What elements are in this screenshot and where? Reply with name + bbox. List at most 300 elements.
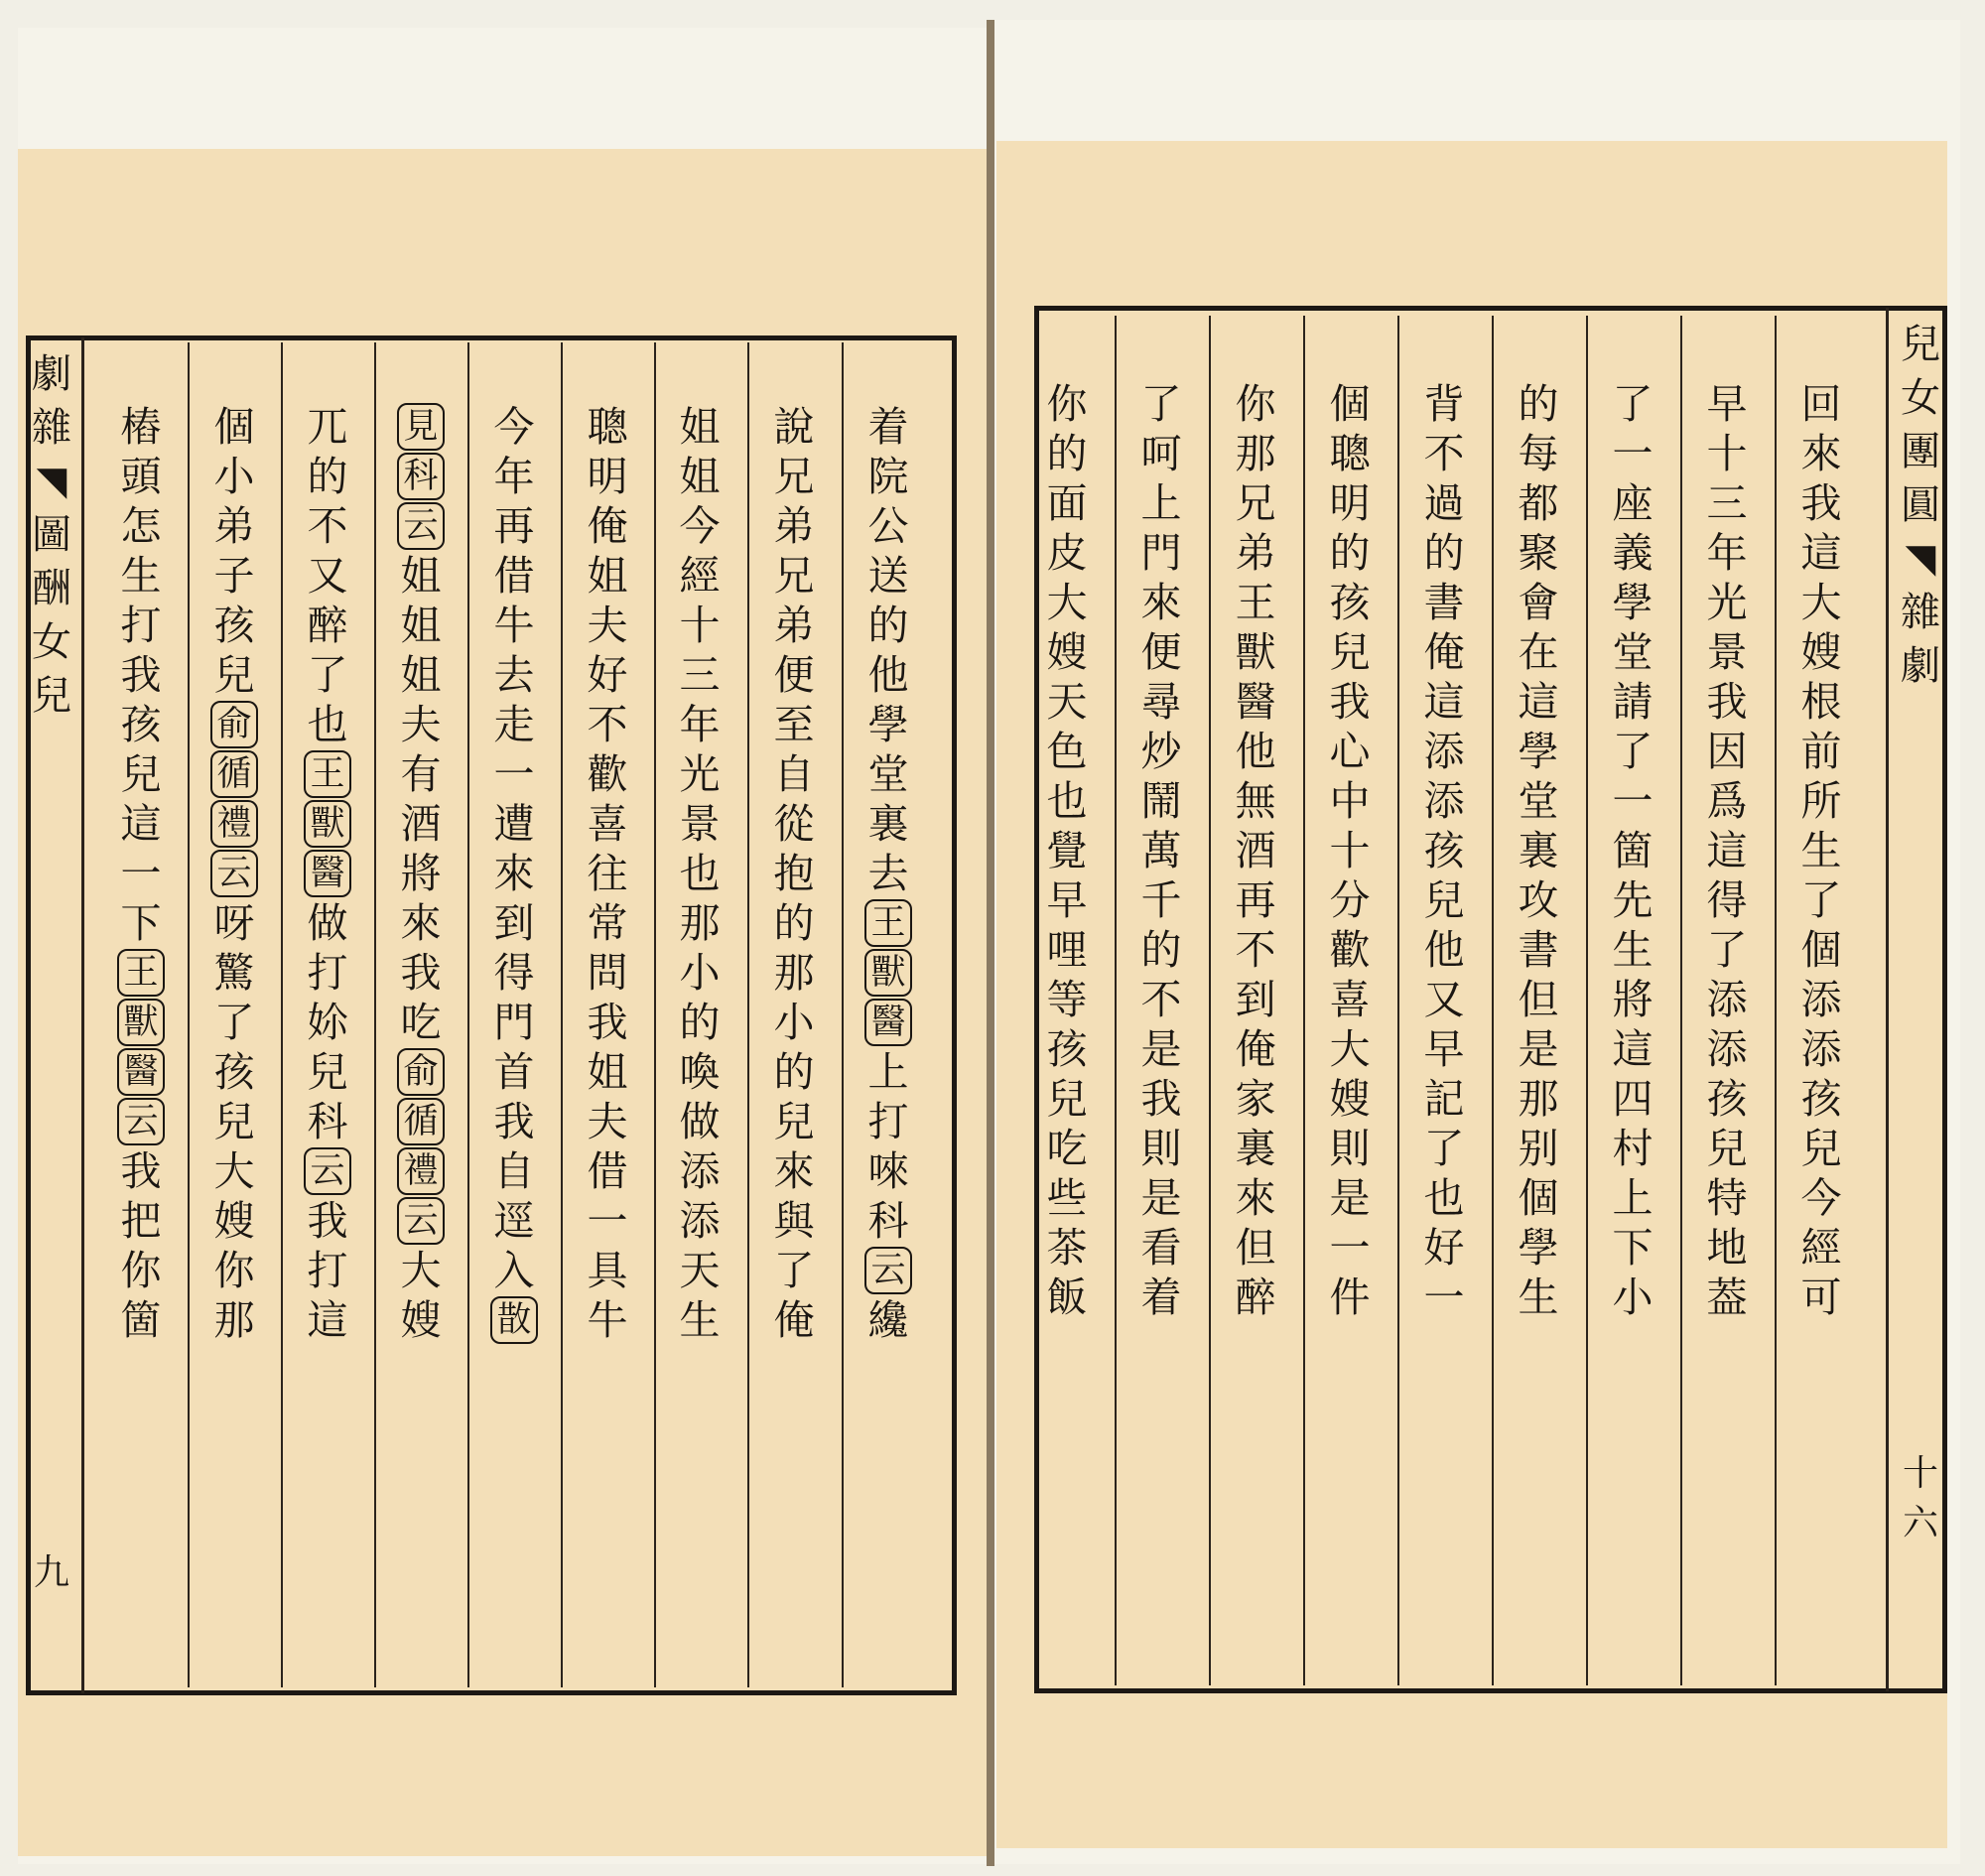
- character: 所: [1800, 777, 1842, 825]
- boxed-character: 俞: [397, 1048, 445, 1096]
- character: 一: [1329, 1224, 1371, 1272]
- character: 着: [1140, 1273, 1182, 1321]
- character: 嫂: [1046, 628, 1088, 676]
- character: 呵: [1140, 430, 1182, 477]
- character: 孩: [1800, 1075, 1842, 1123]
- character: 他: [867, 651, 909, 699]
- character: 但: [1518, 976, 1559, 1023]
- banner-character: 團: [1901, 429, 1940, 474]
- character: 着: [867, 403, 909, 451]
- character: 一: [120, 850, 162, 897]
- character: 來: [773, 1147, 815, 1195]
- left-banner-rule: [81, 337, 84, 1693]
- character: 一: [1612, 777, 1654, 825]
- boxed-character: 見: [397, 403, 445, 451]
- character: 兒: [773, 1098, 815, 1145]
- character: 堂: [1518, 777, 1559, 825]
- column-rule: [281, 342, 283, 1687]
- character: 炒: [1140, 728, 1182, 775]
- character: 兀: [307, 403, 348, 451]
- character: 姐: [587, 1048, 628, 1096]
- character: 生: [1800, 827, 1842, 874]
- character: 早: [1046, 876, 1088, 924]
- character: 三: [679, 651, 721, 699]
- character: 了: [1140, 380, 1182, 428]
- character: 下: [1612, 1224, 1654, 1272]
- text-column: [1697, 379, 1757, 1322]
- character: 得: [1706, 876, 1748, 924]
- character: 一: [1423, 1273, 1465, 1321]
- character: 面: [1046, 479, 1088, 527]
- boxed-character: 醫: [304, 850, 351, 897]
- character: 了: [1612, 728, 1654, 775]
- character: 添: [1800, 1025, 1842, 1073]
- character: 哩: [1046, 926, 1088, 974]
- character: 將: [1612, 976, 1654, 1023]
- column-rule: [1586, 316, 1588, 1685]
- character: 我: [1706, 678, 1748, 726]
- character: 鬧: [1140, 777, 1182, 825]
- character: 會: [1518, 579, 1559, 626]
- text-column: [1791, 379, 1851, 1322]
- character: 俺: [773, 1296, 815, 1344]
- character: 俺: [1423, 628, 1465, 676]
- character: 樁: [120, 403, 162, 451]
- boxed-character: 循: [397, 1098, 445, 1145]
- character: 是: [1140, 1025, 1182, 1073]
- character: 嫂: [213, 1197, 255, 1245]
- character: 我: [1329, 678, 1371, 726]
- character: 今: [679, 502, 721, 550]
- character: 學: [867, 701, 909, 748]
- character: 你: [1046, 380, 1088, 428]
- character: 添: [1706, 976, 1748, 1023]
- character: 借: [587, 1147, 628, 1195]
- text-column: [298, 402, 357, 1345]
- character: 吃: [400, 999, 442, 1046]
- character: 抱: [773, 850, 815, 897]
- character: 酒: [400, 800, 442, 848]
- column-rule: [188, 342, 190, 1687]
- character: 景: [679, 800, 721, 848]
- character: 院: [867, 453, 909, 500]
- character: 也: [1423, 1174, 1465, 1222]
- character: 不: [1140, 976, 1182, 1023]
- character: 十: [1329, 827, 1371, 874]
- character: 上: [1140, 479, 1182, 527]
- character: 的: [1518, 380, 1559, 428]
- character: 尋: [1140, 678, 1182, 726]
- boxed-character: 俞: [210, 701, 258, 748]
- character: 生: [120, 552, 162, 600]
- character: 是: [1518, 1025, 1559, 1073]
- character: 我: [307, 1197, 348, 1245]
- character: 做: [307, 899, 348, 947]
- banner-character: 酬: [32, 566, 71, 611]
- character: 那: [1235, 430, 1276, 477]
- character: 嫂: [400, 1296, 442, 1344]
- character: 往: [587, 850, 628, 897]
- character: 吃: [1046, 1125, 1088, 1172]
- column-rule: [467, 342, 469, 1687]
- character: 飯: [1046, 1273, 1088, 1321]
- character: 打: [120, 602, 162, 649]
- text-column: [1037, 379, 1097, 1322]
- boxed-character: 獸: [117, 999, 165, 1046]
- character: 嫂: [1800, 628, 1842, 676]
- folio-number: 十六: [1902, 1453, 1938, 1543]
- character: 分: [1329, 876, 1371, 924]
- character: 我: [1800, 479, 1842, 527]
- banner-character: 劇: [32, 351, 71, 397]
- character: 回: [1800, 380, 1842, 428]
- character: 年: [1706, 529, 1748, 577]
- character: 逕: [493, 1197, 535, 1245]
- character: 是: [1329, 1174, 1371, 1222]
- character: 覺: [1046, 827, 1088, 874]
- character: 我: [1140, 1075, 1182, 1123]
- character: 景: [1706, 628, 1748, 676]
- character: 大: [400, 1247, 442, 1294]
- character: 這: [120, 800, 162, 848]
- character: 了: [307, 651, 348, 699]
- character: 去: [867, 850, 909, 897]
- character: 不: [1423, 430, 1465, 477]
- character: 那: [213, 1296, 255, 1344]
- character: 經: [679, 552, 721, 600]
- character: 别: [1518, 1125, 1559, 1172]
- character: 茶: [1046, 1224, 1088, 1272]
- banner-character: 兒: [32, 673, 71, 719]
- character: 等: [1046, 976, 1088, 1023]
- column-rule: [374, 342, 376, 1687]
- banner-character: 雜: [32, 405, 71, 451]
- character: 大: [1046, 579, 1088, 626]
- character: 心: [1329, 728, 1371, 775]
- character: 姐: [679, 453, 721, 500]
- character: 每: [1518, 430, 1559, 477]
- character: 的: [773, 899, 815, 947]
- text-column: [578, 402, 637, 1345]
- character: 添: [1706, 1025, 1748, 1073]
- character: 到: [493, 899, 535, 947]
- right-folio: [1891, 1449, 1950, 1548]
- character: 孩: [120, 701, 162, 748]
- character: 牛: [493, 602, 535, 649]
- character: 根: [1800, 678, 1842, 726]
- character: 箇: [1612, 827, 1654, 874]
- character: 俺: [587, 502, 628, 550]
- character: 因: [1706, 728, 1748, 775]
- character: 我: [493, 1098, 535, 1145]
- character: 那: [773, 949, 815, 997]
- character: 喚: [679, 1048, 721, 1096]
- boxed-character: 醫: [117, 1048, 165, 1096]
- character: 頭: [120, 453, 162, 500]
- character: 我: [120, 651, 162, 699]
- column-rule: [1209, 316, 1211, 1685]
- character: 喜: [587, 800, 628, 848]
- character: 姐: [400, 602, 442, 649]
- character: 兒: [213, 1098, 255, 1145]
- character: 牛: [587, 1296, 628, 1344]
- character: 上: [1612, 1174, 1654, 1222]
- character: 堂: [867, 750, 909, 798]
- column-rule: [747, 342, 749, 1687]
- character: 不: [1235, 926, 1276, 974]
- character: 大: [213, 1147, 255, 1195]
- character: 爲: [1706, 777, 1748, 825]
- character: 個: [1518, 1174, 1559, 1222]
- character: 嫂: [1329, 1075, 1371, 1123]
- character: 堂: [1612, 628, 1654, 676]
- character: 子: [213, 552, 255, 600]
- character: 聰: [1329, 430, 1371, 477]
- character: 孩: [1423, 827, 1465, 874]
- character: 弟: [773, 502, 815, 550]
- character: 則: [1140, 1125, 1182, 1172]
- character: 天: [1046, 678, 1088, 726]
- text-column: [1414, 379, 1474, 1322]
- character: 村: [1612, 1125, 1654, 1172]
- boxed-character: 王: [117, 949, 165, 997]
- boxed-character: 云: [210, 850, 258, 897]
- character: 添: [1800, 976, 1842, 1023]
- character: 科: [867, 1197, 909, 1245]
- character: 打: [867, 1098, 909, 1145]
- character: 下: [120, 899, 162, 947]
- character: 來: [493, 850, 535, 897]
- character: 裏: [1518, 827, 1559, 874]
- banner-character: 圓: [1901, 482, 1940, 528]
- character: 這: [1706, 827, 1748, 874]
- character: 無: [1235, 777, 1276, 825]
- character: 小: [1612, 1273, 1654, 1321]
- character: 做: [679, 1098, 721, 1145]
- character: 生: [679, 1296, 721, 1344]
- character: 來: [1140, 579, 1182, 626]
- character: 借: [493, 552, 535, 600]
- character: 這: [307, 1296, 348, 1344]
- character: 也: [1046, 777, 1088, 825]
- character: 添: [679, 1147, 721, 1195]
- character: 了: [213, 999, 255, 1046]
- text-column: [1603, 379, 1662, 1322]
- character: 的: [1329, 529, 1371, 577]
- character: 件: [1329, 1273, 1371, 1321]
- text-column: [111, 402, 171, 1345]
- banner-character: 劇: [1901, 643, 1940, 689]
- column-rule: [1680, 316, 1682, 1685]
- character: 好: [587, 651, 628, 699]
- character: 兒: [307, 1048, 348, 1096]
- character: 醉: [1235, 1273, 1276, 1321]
- character: 皮: [1046, 529, 1088, 577]
- character: 小: [213, 453, 255, 500]
- character: 他: [1235, 728, 1276, 775]
- character: 王: [1235, 579, 1276, 626]
- character: 看: [1140, 1224, 1182, 1272]
- character: 至: [773, 701, 815, 748]
- character: 一: [587, 1197, 628, 1245]
- character: 地: [1706, 1224, 1748, 1272]
- boxed-character: 醫: [864, 999, 912, 1046]
- boxed-character: 獸: [864, 949, 912, 997]
- character: 生: [1518, 1273, 1559, 1321]
- boxed-character: 云: [397, 502, 445, 550]
- boxed-character: 王: [864, 899, 912, 947]
- character: 兒: [1800, 1125, 1842, 1172]
- character: 兒: [1046, 1075, 1088, 1123]
- character: 自: [773, 750, 815, 798]
- character: 把: [120, 1197, 162, 1245]
- character: 纔: [867, 1296, 909, 1344]
- character: 兒: [1706, 1125, 1748, 1172]
- character: 明: [1329, 479, 1371, 527]
- character: 的: [867, 602, 909, 649]
- character: 夫: [587, 1098, 628, 1145]
- character: 裏: [867, 800, 909, 848]
- banner-character: 女: [1901, 375, 1940, 421]
- character: 今: [493, 403, 535, 451]
- character: 獸: [1235, 628, 1276, 676]
- character: 㚷: [307, 999, 348, 1046]
- character: 也: [679, 850, 721, 897]
- character: 千: [1140, 876, 1182, 924]
- character: 門: [493, 999, 535, 1046]
- character: 俺: [1235, 1025, 1276, 1073]
- character: 這: [1800, 529, 1842, 577]
- character: 你: [120, 1247, 162, 1294]
- column-rule: [1397, 316, 1399, 1685]
- column-rule: [1115, 316, 1117, 1685]
- character: 了: [1423, 1125, 1465, 1172]
- character: 那: [679, 899, 721, 947]
- character: 弟: [773, 602, 815, 649]
- banner-character: ◥: [36, 459, 67, 504]
- character: 的: [1046, 430, 1088, 477]
- boxed-character: 禮: [397, 1147, 445, 1195]
- character: 唻: [867, 1147, 909, 1195]
- character: 首: [493, 1048, 535, 1096]
- text-column: [859, 402, 918, 1345]
- banner-character: 女: [32, 619, 71, 665]
- character: 的: [1140, 926, 1182, 974]
- character: 具: [587, 1247, 628, 1294]
- character: 門: [1140, 529, 1182, 577]
- character: 特: [1706, 1174, 1748, 1222]
- character: 葢: [1706, 1273, 1748, 1321]
- right-banner: [1891, 318, 1950, 693]
- character: 夫: [587, 602, 628, 649]
- character: 經: [1800, 1224, 1842, 1272]
- banner-character: 雜: [1901, 590, 1940, 635]
- character: 打: [307, 1247, 348, 1294]
- character: 醫: [1235, 678, 1276, 726]
- character: 科: [307, 1098, 348, 1145]
- boxed-character: 獸: [304, 800, 351, 848]
- character: 添: [1423, 777, 1465, 825]
- character: 都: [1518, 479, 1559, 527]
- character: 小: [679, 949, 721, 997]
- character: 了: [1706, 926, 1748, 974]
- folio-number: 九: [33, 1552, 69, 1593]
- character: 歡: [1329, 926, 1371, 974]
- character: 兒: [213, 651, 255, 699]
- character: 背: [1423, 380, 1465, 428]
- character: 聰: [587, 403, 628, 451]
- text-column: [204, 402, 264, 1345]
- boxed-character: 㪚: [490, 1296, 538, 1344]
- character: 個: [1329, 380, 1371, 428]
- character: 姐: [679, 403, 721, 451]
- character: 送: [867, 552, 909, 600]
- character: 個: [213, 403, 255, 451]
- character: 在: [1518, 628, 1559, 676]
- text-column: [670, 402, 729, 1345]
- character: 從: [773, 800, 815, 848]
- character: 姐: [587, 552, 628, 600]
- character: 怎: [120, 502, 162, 550]
- character: 公: [867, 502, 909, 550]
- character: 萬: [1140, 827, 1182, 874]
- character: 便: [1140, 628, 1182, 676]
- character: 學: [1518, 1224, 1559, 1272]
- character: 孩: [1706, 1075, 1748, 1123]
- character: 添: [679, 1197, 721, 1245]
- character: 攻: [1518, 876, 1559, 924]
- character: 去: [493, 651, 535, 699]
- character: 弟: [213, 502, 255, 550]
- banner-character: ◥: [1905, 536, 1936, 582]
- column-rule: [1775, 316, 1777, 1685]
- character: 他: [1423, 926, 1465, 974]
- boxed-character: 循: [210, 750, 258, 798]
- character: 書: [1423, 579, 1465, 626]
- character: 孩: [1329, 579, 1371, 626]
- character: 可: [1800, 1273, 1842, 1321]
- character: 請: [1612, 678, 1654, 726]
- character: 的: [307, 453, 348, 500]
- character: 早: [1706, 380, 1748, 428]
- character: 來: [1800, 430, 1842, 477]
- column-rule: [1492, 316, 1494, 1685]
- text-column: [391, 402, 451, 1345]
- character: 那: [1518, 1075, 1559, 1123]
- character: 些: [1046, 1174, 1088, 1222]
- character: 再: [1235, 876, 1276, 924]
- character: 入: [493, 1247, 535, 1294]
- character: 生: [1612, 926, 1654, 974]
- text-column: [1509, 379, 1568, 1322]
- character: 便: [773, 651, 815, 699]
- banner-character: 圖: [32, 512, 71, 558]
- character: 色: [1046, 728, 1088, 775]
- character: 聚: [1518, 529, 1559, 577]
- character: 酒: [1235, 827, 1276, 874]
- character: 這: [1423, 678, 1465, 726]
- left-banner: [22, 347, 81, 723]
- character: 十: [1706, 430, 1748, 477]
- character: 的: [679, 999, 721, 1046]
- character: 這: [1518, 678, 1559, 726]
- character: 來: [1235, 1174, 1276, 1222]
- character: 了: [1612, 380, 1654, 428]
- character: 三: [1706, 479, 1748, 527]
- character: 問: [587, 949, 628, 997]
- character: 今: [1800, 1174, 1842, 1222]
- character: 但: [1235, 1224, 1276, 1272]
